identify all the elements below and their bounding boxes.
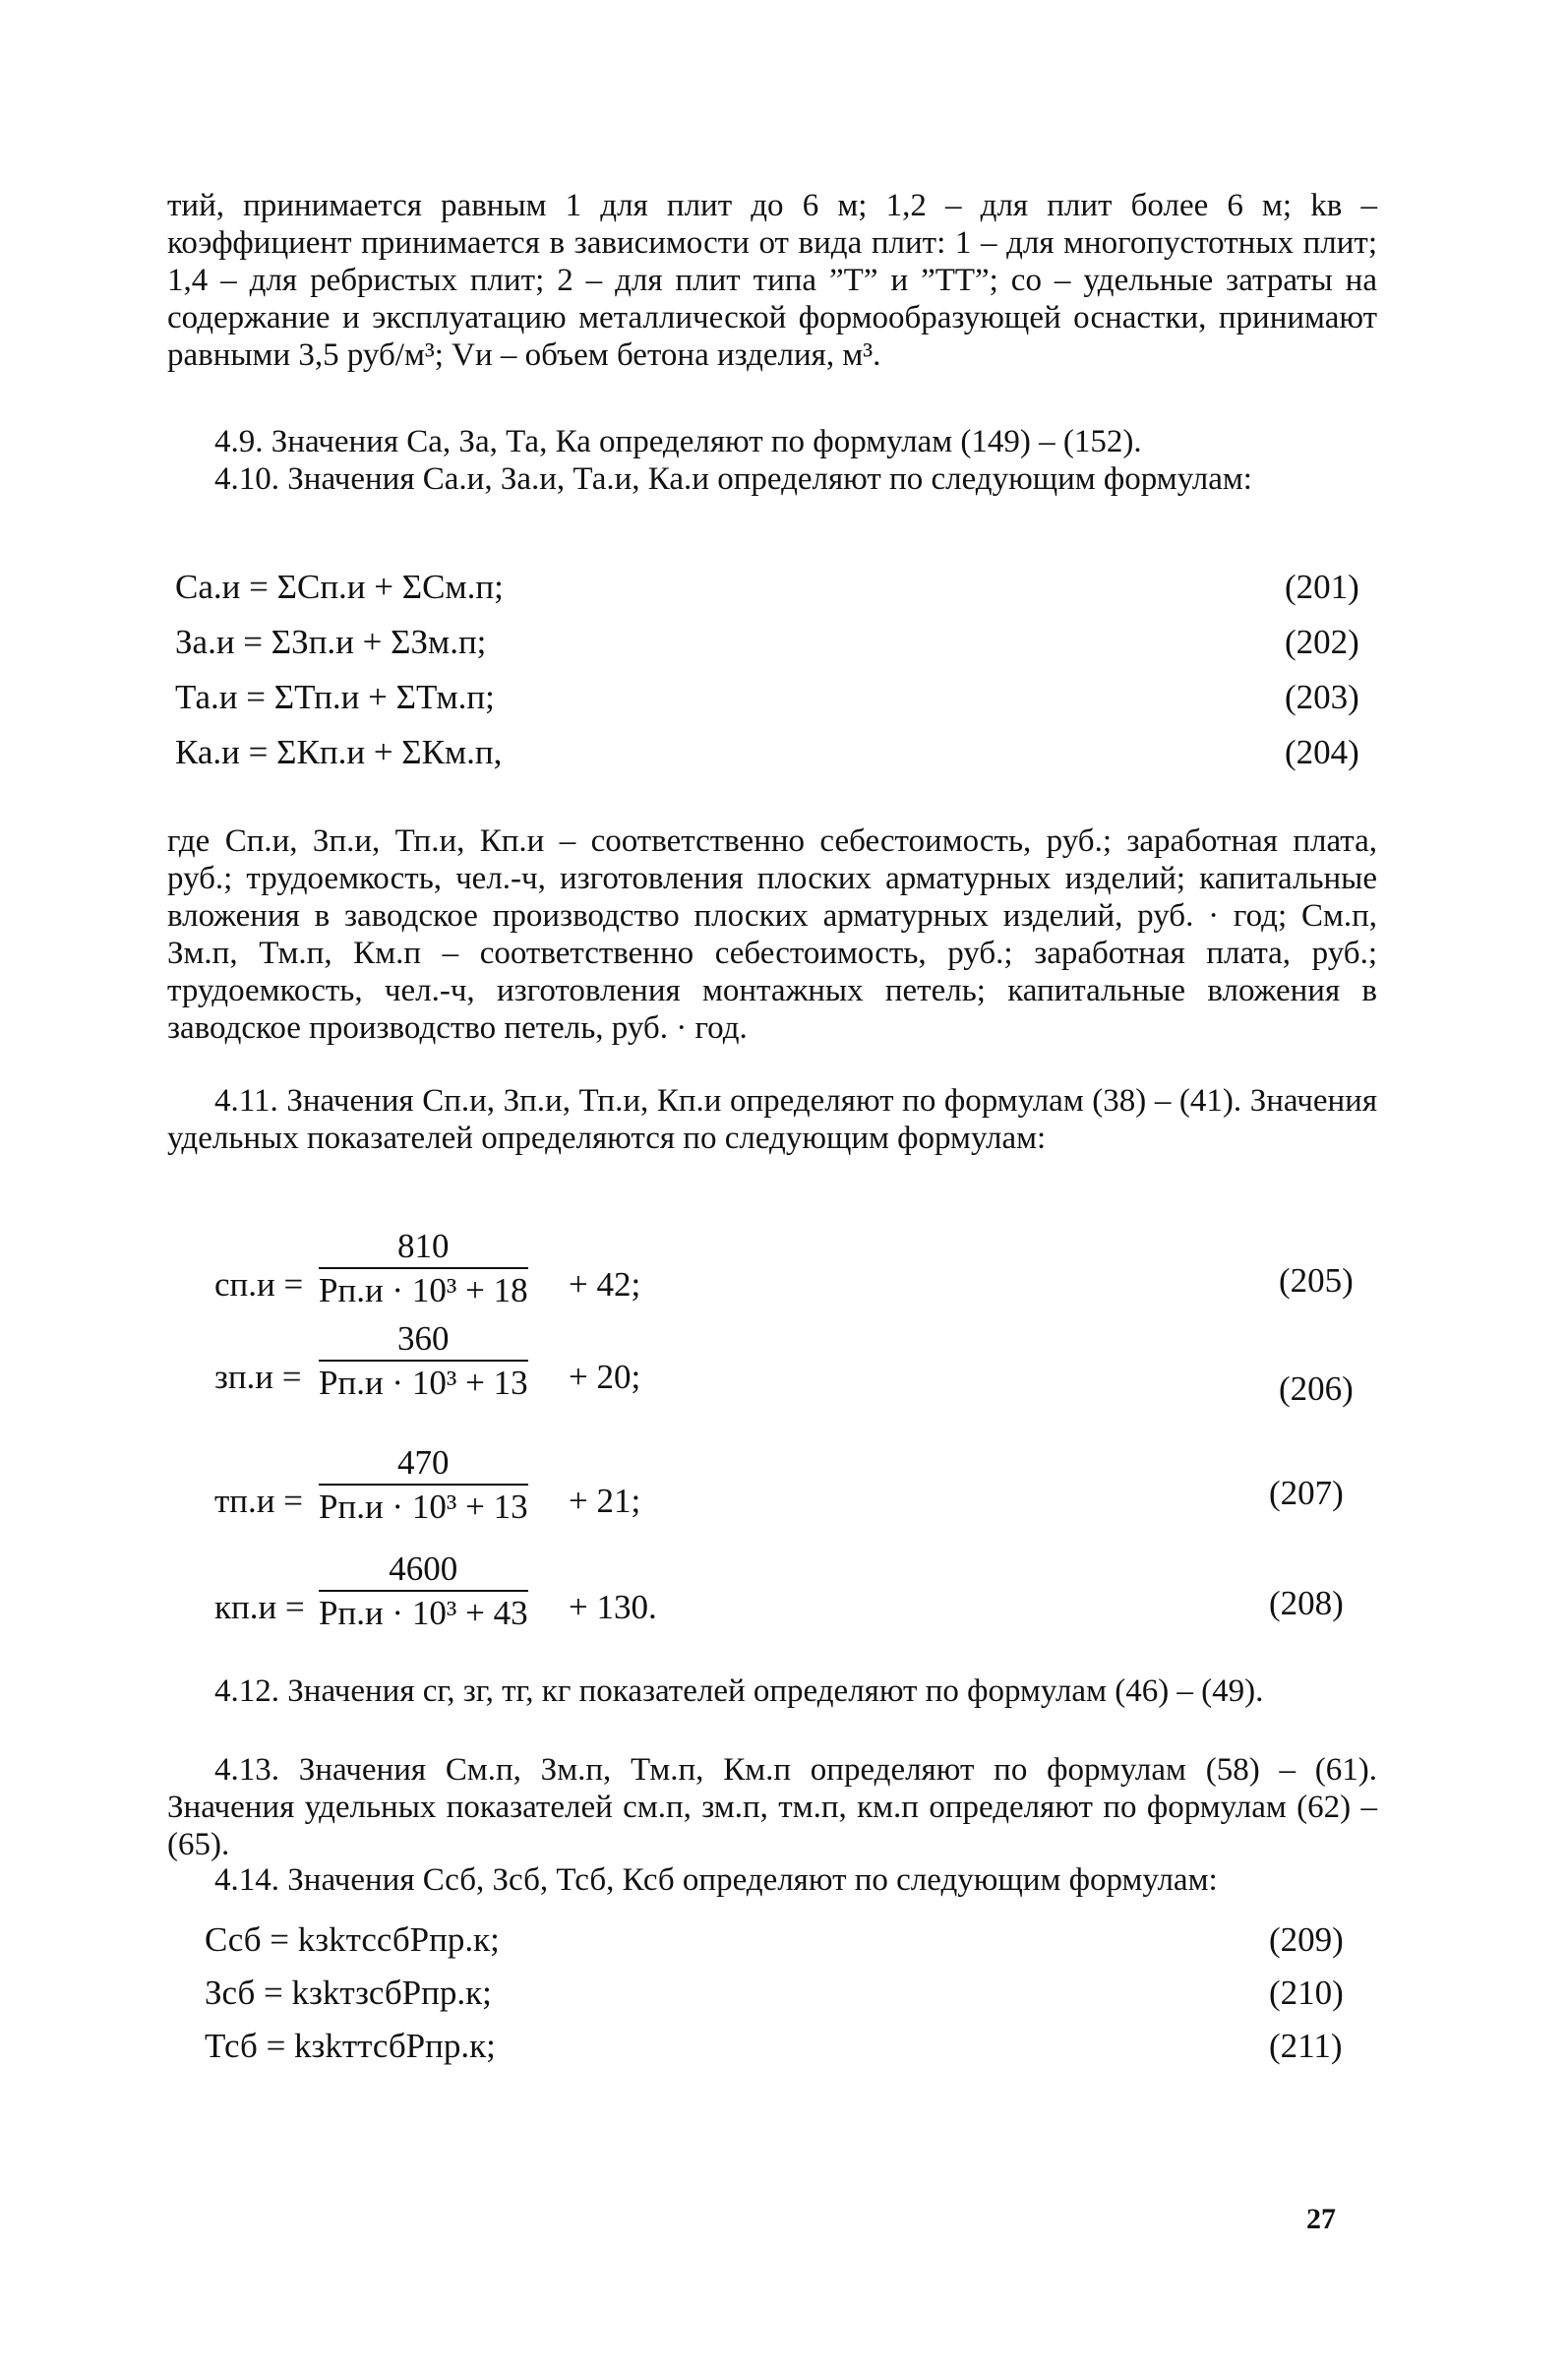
- formula-209: Ссб = kзkтссбРпр.к;: [205, 1920, 500, 1959]
- formula-208-numerator: 4600: [319, 1550, 528, 1592]
- formula-207-fraction: [319, 1444, 528, 1527]
- formula-number-207: (207): [1269, 1474, 1344, 1512]
- formula-208-fraction: [319, 1550, 528, 1633]
- formula-206-denominator: Рп.и · 10³ + 13: [319, 1364, 528, 1402]
- formula-202: За.и = ΣЗп.и + ΣЗм.п;: [175, 623, 487, 661]
- formula-207-rhs: + 21;: [569, 1482, 641, 1520]
- formula-number-203: (203): [1285, 678, 1359, 716]
- formula-number-201: (201): [1285, 568, 1359, 606]
- formula-number-208: (208): [1269, 1584, 1344, 1622]
- formula-206-rhs: + 20;: [569, 1358, 641, 1396]
- formula-205-numerator: 810: [319, 1228, 528, 1269]
- formula-number-209: (209): [1269, 1920, 1344, 1959]
- formula-210: Зсб = kзkтзсбРпр.к;: [205, 1974, 492, 2012]
- paragraph-4-10: 4.10. Значения Са.и, За.и, Та.и, Ка.и определяют по следующим формулам:: [214, 461, 1252, 497]
- formula-206: [214, 1320, 1395, 1409]
- formula-208-denominator: Рп.и · 10³ + 43: [319, 1594, 528, 1632]
- page-number: 27: [1306, 2203, 1336, 2235]
- paragraph-4-11: 4.11. Значения Сп.и, Зп.и, Тп.и, Кп.и определяют по формулам (38) – (41). Значения удельных показателей определяются по следующим формулам:: [167, 1083, 1377, 1156]
- formula-208-rhs: + 130.: [569, 1588, 657, 1626]
- formula-203: Та.и = ΣТп.и + ΣТм.п;: [175, 678, 495, 716]
- paragraph-4-13: 4.13. Значения См.п, Зм.п, Тм.п, Км.п определяют по формулам (58) – (61). Значения удельных показателей см.п, зм.п, тм.п, км.п определяют по формулам (62) – (65).: [167, 1752, 1377, 1862]
- formula-208-lhs: кп.и =: [214, 1588, 305, 1626]
- paragraph-intro: тий, принимается равным 1 для плит до 6 м; 1,2 – для плит более 6 м; kв – коэффициент принимается в зависимости от вида плит: 1 – для многопустотных плит; 1,4 – для ребристых плит; 2 – для плит типа ”Т” и ”ТТ”; со – удельные затраты на содержание и эксплуатацию металлической формообразующей оснастки, принимают равными 3,5 руб/м³; Vи – объем бетона изделия, м³.: [167, 188, 1377, 373]
- formula-number-204: (204): [1285, 733, 1359, 771]
- formula-205-denominator: Рп.и · 10³ + 18: [319, 1271, 528, 1309]
- formula-204: Ка.и = ΣКп.и + ΣКм.п,: [175, 733, 503, 771]
- formula-211: Тсб = kзkттсбРпр.к;: [205, 2027, 496, 2065]
- formula-206-numerator: 360: [319, 1320, 528, 1362]
- formula-205-rhs: + 42;: [569, 1265, 641, 1304]
- formula-number-206: (206): [1279, 1369, 1354, 1408]
- paragraph-4-12: 4.12. Значения сг, зг, тг, кг показателей определяют по формулам (46) – (49).: [214, 1673, 1264, 1709]
- formula-207-lhs: тп.и =: [214, 1482, 303, 1520]
- formula-207-numerator: 470: [319, 1444, 528, 1486]
- formula-206-fraction: [319, 1320, 528, 1403]
- paragraph-definitions: где Сп.и, Зп.и, Тп.и, Кп.и – соответственно себестоимость, руб.; заработная плата, руб.; трудоемкость, чел.-ч, изготовления плоских арматурных изделий; капитальные вложения в заводское производство плоских арматурных изделий, руб. · год; См.п, Зм.п, Тм.п, Км.п – соответственно себестоимость, руб.; заработная плата, руб.; трудоемкость, чел.-ч, изготовления монтажных петель; капитальные вложения в заводское производство петель, руб. · год.: [167, 823, 1377, 1046]
- formula-number-210: (210): [1269, 1974, 1344, 2012]
- formula-207: [214, 1444, 1395, 1533]
- formula-205-fraction: [319, 1228, 528, 1310]
- formula-205: [214, 1228, 1395, 1316]
- formula-207-denominator: Рп.и · 10³ + 13: [319, 1488, 528, 1526]
- paragraph-4-14: 4.14. Значения Ссб, Зсб, Тсб, Ксб определяют по следующим формулам:: [214, 1862, 1218, 1898]
- formula-206-lhs: зп.и =: [214, 1358, 302, 1396]
- formula-number-202: (202): [1285, 623, 1359, 661]
- formula-205-lhs: сп.и =: [214, 1265, 304, 1304]
- formula-208: [214, 1550, 1395, 1639]
- formula-number-211: (211): [1269, 2027, 1343, 2065]
- formula-201: Са.и = ΣСп.и + ΣСм.п;: [175, 568, 504, 606]
- formula-number-205: (205): [1279, 1261, 1354, 1300]
- paragraph-4-9: 4.9. Значения Са, За, Та, Ка определяют по формулам (149) – (152).: [214, 424, 1142, 459]
